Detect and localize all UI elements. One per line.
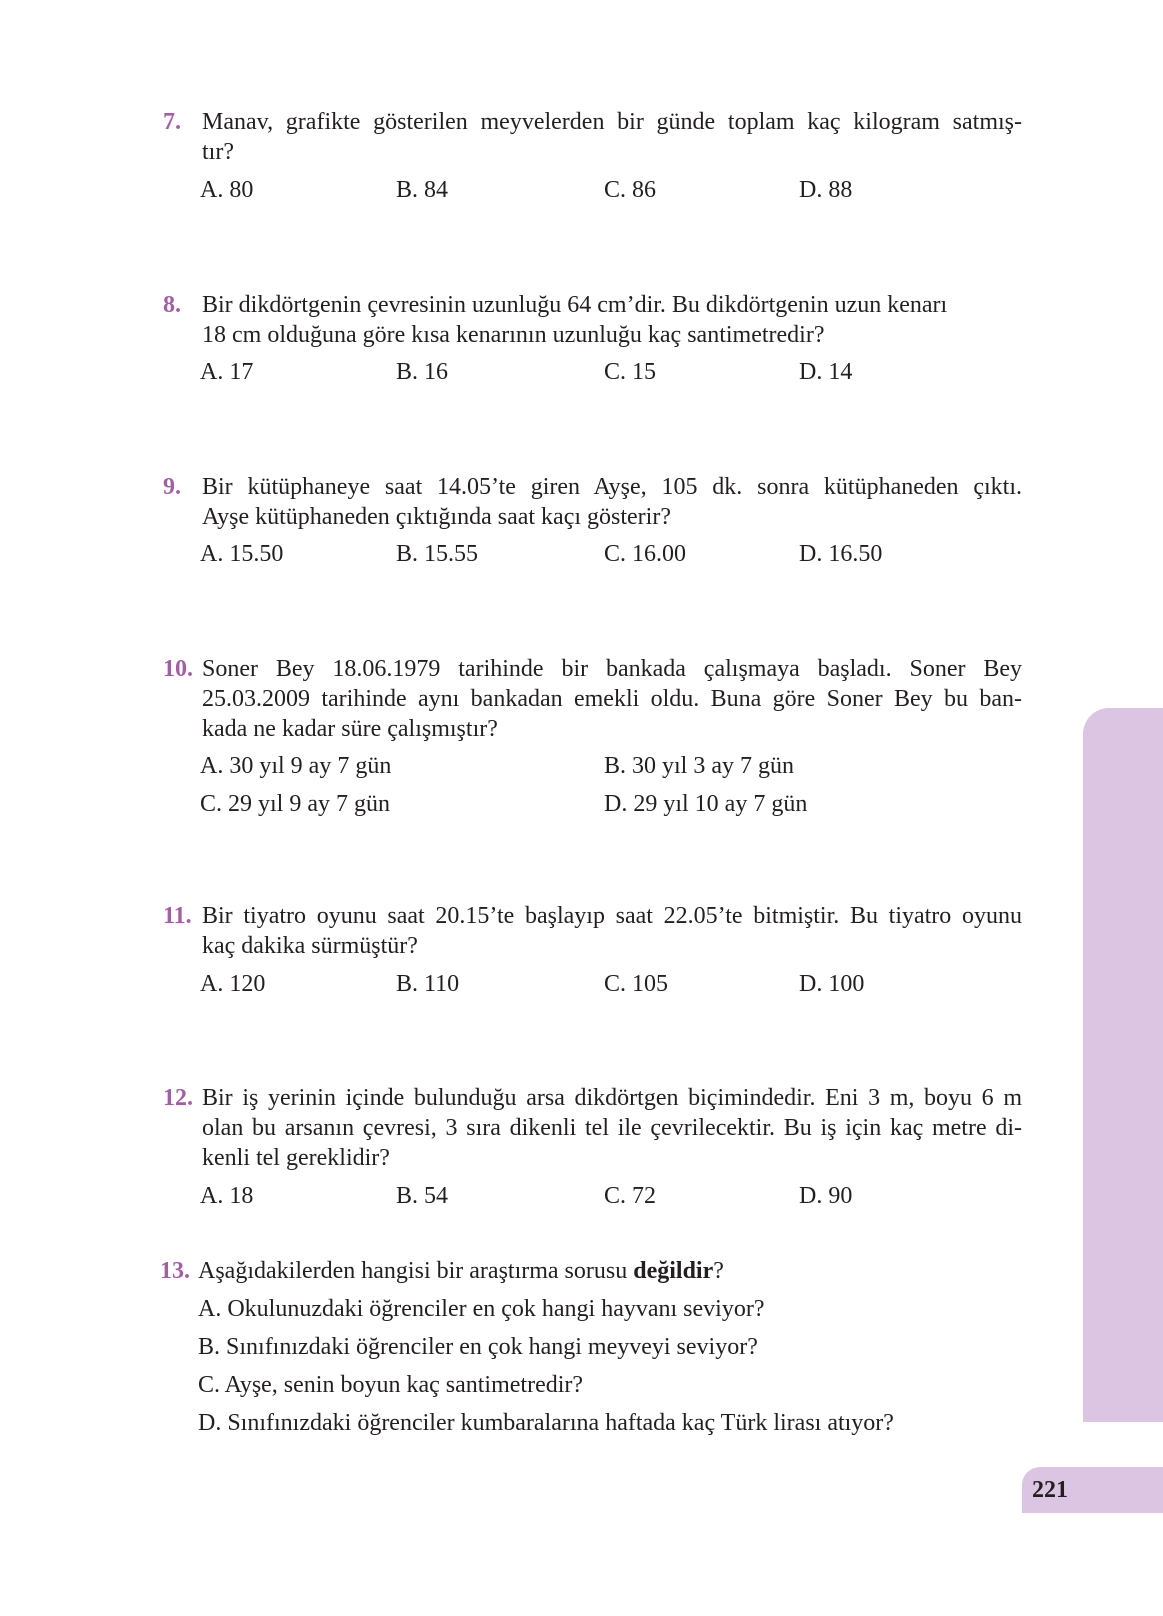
option-a: A. 17: [200, 359, 254, 385]
option-a: A. 18: [200, 1183, 254, 1209]
option-b: B. 110: [396, 971, 460, 997]
option-d: D. 88: [799, 177, 853, 203]
question-text-line: kenli tel gereklidir?: [202, 1145, 390, 1171]
option-b: B. 84: [396, 177, 449, 203]
option-b: B. 30 yıl 3 ay 7 gün: [604, 753, 794, 779]
question-stem: [198, 1256, 724, 1286]
option-d: D. 100: [799, 971, 865, 997]
question-text-line: olan bu arsanın çevresi, 3 sıra dikenli tel ile çevrilecektir. Bu iş için kaç metre di-: [202, 1115, 1022, 1141]
question-text-line: Bir iş yerinin içinde bulunduğu arsa dikdörtgen biçimindedir. Eni 3 m, boyu 6 m: [202, 1085, 1022, 1111]
question-text-line: 25.03.2009 tarihinde aynı bankadan emekli oldu. Buna göre Soner Bey bu ban-: [202, 686, 1022, 712]
question-text-line: Soner Bey 18.06.1979 tarihinde bir bankada çalışmaya başladı. Soner Bey: [202, 656, 1022, 682]
question-text-line: Manav, grafikte gösterilen meyvelerden bir günde toplam kaç kilogram satmış-: [202, 109, 1022, 135]
option-b: B. 15.55: [396, 541, 479, 567]
option-a: A. Okulunuzdaki öğrenciler en çok hangi hayvanı seviyor?: [198, 1296, 765, 1322]
option-b: B. 54: [396, 1183, 449, 1209]
question-text-line: Bir kütüphaneye saat 14.05’te giren Ayşe, 105 dk. sonra kütüphaneden çıktı.: [202, 474, 1022, 500]
question-text-line: Bir dikdörtgenin çevresinin uzunluğu 64 cm’dir. Bu dikdörtgenin uzun kenarı: [202, 292, 948, 318]
option-c: C. 15: [604, 359, 657, 385]
option-c: C. 16.00: [604, 541, 687, 567]
question-number: 12.: [163, 1085, 193, 1111]
option-d: D. 29 yıl 10 ay 7 gün: [604, 791, 808, 817]
question-text-line: kada ne kadar süre çalışmıştır?: [202, 716, 498, 742]
question-number: 10.: [163, 656, 193, 682]
question-number: 9.: [163, 474, 181, 500]
option-c: C. 72: [604, 1183, 657, 1209]
option-d: D. Sınıfınızdaki öğrenciler kumbaralarına haftada kaç Türk lirası atıyor?: [198, 1410, 894, 1436]
question-number: 11.: [163, 903, 192, 929]
option-c: C. 86: [604, 177, 657, 203]
option-c: C. Ayşe, senin boyun kaç santimetredir?: [198, 1372, 584, 1398]
option-d: D. 16.50: [799, 541, 883, 567]
question-text-line: 18 cm olduğuna göre kısa kenarının uzunluğu kaç santimetredir?: [202, 322, 825, 348]
question-text-line: kaç dakika sürmüştür?: [202, 933, 418, 959]
question-number: 13.: [160, 1258, 190, 1284]
question-text-line: tır?: [202, 139, 234, 165]
question-text-line: Bir tiyatro oyunu saat 20.15’te başlayıp saat 22.05’te bitmiştir. Bu tiyatro oyunu: [202, 903, 1022, 929]
question-stem-text: Aşağıdakilerden hangisi bir araştırma sorusu: [198, 1258, 634, 1284]
option-d: D. 14: [799, 359, 853, 385]
option-c: C. 105: [604, 971, 669, 997]
question-number: 7.: [163, 109, 181, 135]
option-a: A. 15.50: [200, 541, 284, 567]
question-text-line: Ayşe kütüphaneden çıktığında saat kaçı gösterir?: [202, 504, 671, 530]
option-c: C. 29 yıl 9 ay 7 gün: [200, 791, 390, 817]
question-number: 8.: [163, 292, 181, 318]
side-decorative-tab: [1083, 708, 1163, 1422]
question-stem-end: ?: [713, 1258, 724, 1284]
option-b: B. Sınıfınızdaki öğrenciler en çok hangi meyveyi seviyor?: [198, 1334, 758, 1360]
question-stem-emphasis: değildir: [633, 1258, 714, 1284]
page-number: 221: [1032, 1477, 1068, 1503]
option-d: D. 90: [799, 1183, 853, 1209]
option-a: A. 30 yıl 9 ay 7 gün: [200, 753, 392, 779]
option-b: B. 16: [396, 359, 449, 385]
option-a: A. 120: [200, 971, 266, 997]
option-a: A. 80: [200, 177, 254, 203]
